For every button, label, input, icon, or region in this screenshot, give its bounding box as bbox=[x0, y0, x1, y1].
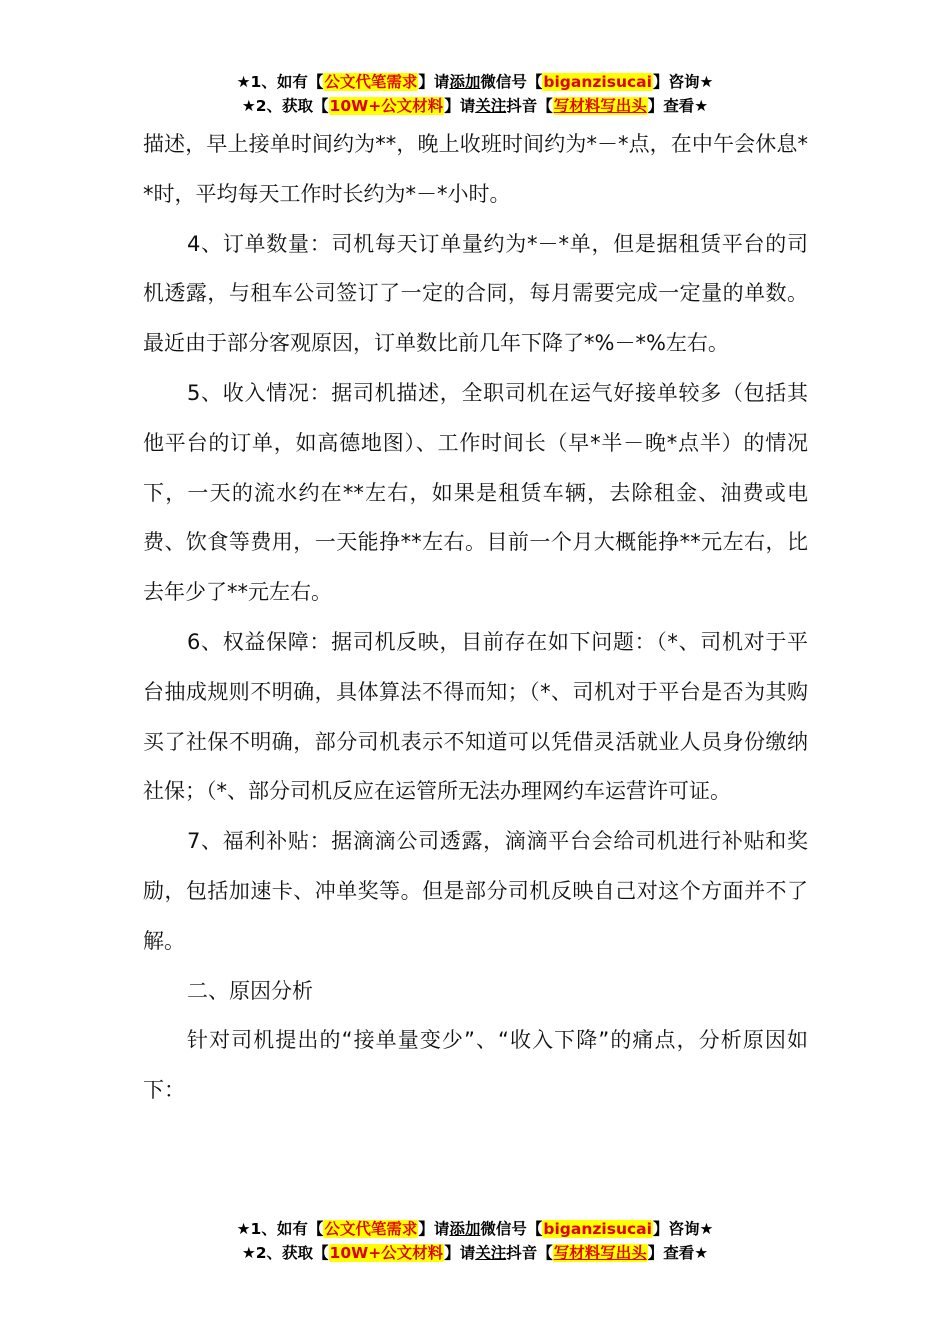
promo-text: ★1、如有【 bbox=[236, 1220, 324, 1238]
promo-text: 抖音【 bbox=[506, 97, 553, 115]
paragraph: 描述，早上接单时间约为**，晚上收班时间约为*－*点，在中午会休息**时，平均每天工作时长约为*－*小时。 bbox=[143, 132, 808, 206]
promo-text: ★1、如有【 bbox=[236, 73, 324, 91]
promo-line-1 bbox=[0, 70, 950, 94]
promo-emphasis: 添加 bbox=[449, 1220, 481, 1238]
promo-emphasis: 添加 bbox=[449, 73, 481, 91]
promo-text: ★2、获取【 bbox=[241, 97, 329, 115]
promo-emphasis: 关注 bbox=[475, 1244, 507, 1262]
promo-line-2 bbox=[0, 1241, 950, 1265]
promo-text: 】查看★ bbox=[647, 97, 709, 115]
paragraph: 针对司机提出的“接单量变少”、“收入下降”的痛点，分析原因如下： bbox=[143, 1028, 808, 1103]
paragraph: 6、权益保障：据司机反映，目前存在如下问题：（*、司机对于平台抽成规则不明确，具体算法不得而知；（*、司机对于平台是否为其购买了社保不明确，部分司机表示不知道可以凭借灵活就业人员身份缴纳社保；（*、部分司机反应在运管所无法办理网约车运营许可证。 bbox=[143, 629, 808, 804]
document-body bbox=[143, 120, 808, 1116]
paragraph: 5、收入情况：据司机描述，全职司机在运气好接单较多（包括其他平台的订单，如高德地图）、工作时间长（早*半－晚*点半）的情况下，一天的流水约在**左右，如果是租赁车辆，去除租金、油费或电费、饮食等费用，一天能挣**左右。目前一个月大概能挣**元左右，比去年少了**元左右。 bbox=[143, 380, 808, 605]
promo-text: 】请 bbox=[418, 1220, 450, 1238]
promo-highlight: 10W+公文材料 bbox=[329, 97, 444, 115]
promo-line-2 bbox=[0, 94, 950, 118]
promo-wechat-id: biganzisucai bbox=[543, 73, 652, 91]
promo-text: 】咨询★ bbox=[652, 73, 714, 91]
promo-highlight: 10W+公文材料 bbox=[329, 1244, 444, 1262]
paragraph: 7、福利补贴：据滴滴公司透露，滴滴平台会给司机进行补贴和奖励，包括加速卡、冲单奖等。但是部分司机反映自己对这个方面并不了解。 bbox=[143, 829, 808, 953]
promo-text: 】请 bbox=[418, 73, 450, 91]
promo-line-1 bbox=[0, 1217, 950, 1241]
promo-text: 微信号【 bbox=[480, 73, 543, 91]
promo-banner-top bbox=[0, 70, 950, 118]
promo-text: 】请 bbox=[444, 1244, 476, 1262]
promo-wechat-id: biganzisucai bbox=[543, 1220, 652, 1238]
promo-emphasis: 关注 bbox=[475, 97, 507, 115]
promo-text: ★2、获取【 bbox=[241, 1244, 329, 1262]
promo-banner-bottom bbox=[0, 1217, 950, 1265]
section-heading: 二、原因分析 bbox=[187, 978, 313, 1003]
promo-douyin-id: 写材料写出头 bbox=[553, 97, 647, 115]
promo-douyin-id: 写材料写出头 bbox=[553, 1244, 647, 1262]
promo-text: 】查看★ bbox=[647, 1244, 709, 1262]
paragraph: 4、订单数量：司机每天订单量约为*－*单，但是据租赁平台的司机透露，与租车公司签订了一定的合同，每月需要完成一定量的单数。最近由于部分客观原因，订单数比前几年下降了*%－*%左右。 bbox=[143, 231, 808, 356]
promo-text: 】请 bbox=[444, 97, 476, 115]
promo-text: 抖音【 bbox=[506, 1244, 553, 1262]
promo-highlight: 公文代笔需求 bbox=[324, 1220, 418, 1238]
promo-text: 微信号【 bbox=[480, 1220, 543, 1238]
promo-text: 】咨询★ bbox=[652, 1220, 714, 1238]
promo-highlight: 公文代笔需求 bbox=[324, 73, 418, 91]
